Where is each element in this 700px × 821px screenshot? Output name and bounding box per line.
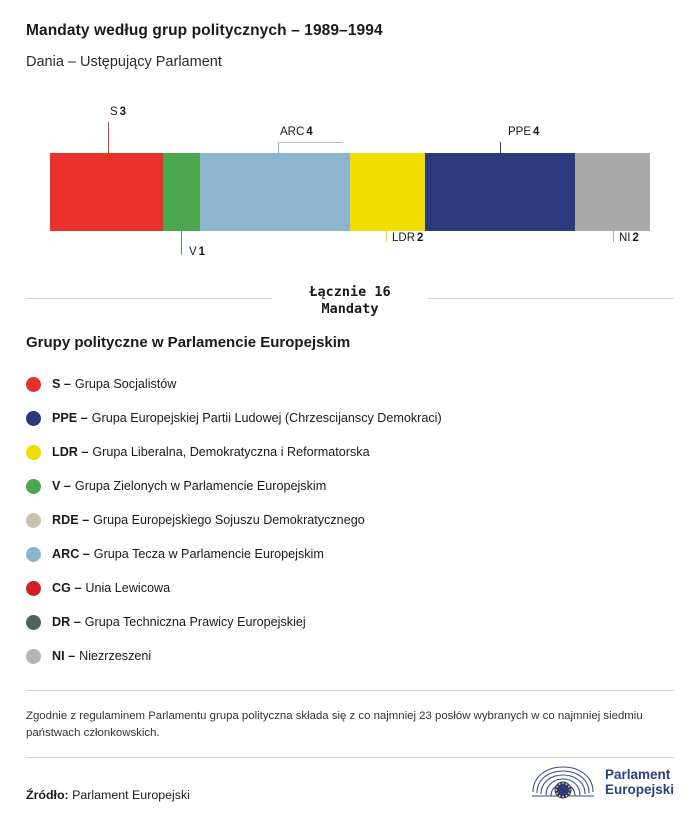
bar-tick-arc	[278, 142, 279, 153]
legend-name-ldr: Grupa Liberalna, Demokratyczna i Reformatorska	[92, 445, 370, 459]
bar-tick-ni	[613, 231, 614, 242]
bar-segment-ppe[interactable]	[425, 153, 575, 231]
bar-segment-s[interactable]	[50, 153, 163, 231]
legend-abbr-rde: RDE –	[52, 513, 90, 527]
legend-abbr-dr: DR –	[52, 615, 81, 629]
legend-color-dot-ni	[26, 649, 41, 664]
legend-abbr-v: V –	[52, 479, 71, 493]
ep-logo-line1: Parlament	[604, 767, 671, 782]
legend-color-dot-rde	[26, 513, 41, 528]
ep-logo-text	[605, 767, 674, 797]
bar-label-ppe-group: PPE	[508, 126, 532, 138]
bar-tick-ldr	[386, 231, 387, 242]
source-label: Źródło:	[26, 788, 69, 802]
legend-name-v: Grupa Zielonych w Parlamencie Europejskim	[74, 479, 327, 493]
legend-color-dot-dr	[26, 615, 41, 630]
bar-label-s-group: S	[110, 106, 118, 118]
footnote: Zgodnie z regulaminem Parlamentu grupa polityczna składa się z co najmniej 23 posłów wybranych w co najmniej siedmiu państwach członkowskich.	[26, 710, 643, 739]
legend-item-ldr[interactable]	[26, 435, 700, 469]
source-value: Parlament Europejski	[72, 788, 190, 802]
total-text-block	[0, 284, 700, 318]
bar-label-ldr	[392, 232, 423, 244]
bar-leader-arc	[278, 142, 343, 143]
ep-logo	[530, 762, 674, 802]
legend-item-rde[interactable]	[26, 503, 700, 537]
bar-label-ldr-value: 2	[417, 232, 424, 244]
total-label: Łącznie 16	[309, 284, 391, 300]
total-row	[0, 284, 700, 330]
bar-label-arc-value: 4	[306, 126, 313, 138]
legend-list	[26, 367, 700, 673]
bar-label-arc-group: ARC	[280, 126, 305, 138]
legend-color-dot-v	[26, 479, 41, 494]
bar-track	[50, 153, 650, 231]
legend-abbr-ni: NI –	[52, 649, 76, 663]
bar-label-ni-group: NI	[619, 232, 631, 244]
legend-item-dr[interactable]	[26, 605, 700, 639]
legend-name-cg: Unia Lewicowa	[85, 581, 171, 595]
bar-tick-s	[108, 122, 109, 153]
bar-label-s	[110, 106, 126, 118]
legend-abbr-cg: CG –	[52, 581, 82, 595]
legend-abbr-arc: ARC –	[52, 547, 90, 561]
bar-label-ppe-value: 4	[533, 126, 540, 138]
bar-label-arc	[280, 126, 313, 138]
source-line	[26, 788, 190, 802]
total-unit: Mandaty	[321, 301, 379, 317]
legend-color-dot-arc	[26, 547, 41, 562]
legend-item-arc[interactable]	[26, 537, 700, 571]
bar-label-s-value: 3	[119, 106, 127, 118]
legend-color-dot-cg	[26, 581, 41, 596]
bar-label-v-value: 1	[198, 246, 206, 258]
bar-label-ppe	[508, 126, 539, 138]
legend-item-cg[interactable]	[26, 571, 700, 605]
bar-tick-v	[181, 231, 182, 255]
footer-divider-top	[26, 690, 674, 691]
legend-title: Grupy polityczne w Parlamencie Europejskim	[26, 334, 351, 351]
bar-label-v	[189, 246, 205, 258]
page-title: Mandaty według grup politycznych – 1989–1994	[26, 22, 383, 39]
legend-abbr-ldr: LDR –	[52, 445, 89, 459]
legend-abbr-ppe: PPE –	[52, 411, 88, 425]
legend-abbr-s: S –	[52, 377, 71, 391]
bar-segment-ni[interactable]	[575, 153, 650, 231]
bar-label-ni	[619, 232, 639, 244]
page-subtitle: Dania – Ustępujący Parlament	[26, 54, 222, 70]
stacked-bar-chart	[0, 106, 700, 276]
legend-name-rde: Grupa Europejskiego Sojuszu Demokratycznego	[93, 513, 365, 527]
bar-segment-arc[interactable]	[200, 153, 350, 231]
legend-color-dot-ldr	[26, 445, 41, 460]
bar-label-ni-value: 2	[632, 232, 639, 244]
ep-emblem-icon	[530, 762, 596, 802]
legend-name-ni: Niezrzeszeni	[79, 649, 152, 663]
bar-label-v-group: V	[189, 246, 197, 258]
bar-segment-v[interactable]	[163, 153, 201, 231]
legend-item-v[interactable]	[26, 469, 700, 503]
ep-logo-line2: Europejski	[604, 782, 674, 797]
legend-name-arc: Grupa Tecza w Parlamencie Europejskim	[93, 547, 324, 561]
legend-item-ppe[interactable]	[26, 401, 700, 435]
footer-divider-bottom	[26, 757, 674, 758]
legend-color-dot-ppe	[26, 411, 41, 426]
legend-item-ni[interactable]	[26, 639, 700, 673]
legend-name-s: Grupa Socjalistów	[74, 377, 177, 391]
chart-header	[0, 0, 700, 70]
legend-name-ppe: Grupa Europejskiej Partii Ludowej (Chrzescijanscy Demokraci)	[91, 411, 442, 425]
bar-tick-ppe	[500, 142, 501, 153]
bar-segment-ldr[interactable]	[350, 153, 425, 231]
legend-item-s[interactable]	[26, 367, 700, 401]
bar-label-ldr-group: LDR	[392, 232, 416, 244]
legend-color-dot-s	[26, 377, 41, 392]
legend-name-dr: Grupa Techniczna Prawicy Europejskiej	[84, 615, 306, 629]
